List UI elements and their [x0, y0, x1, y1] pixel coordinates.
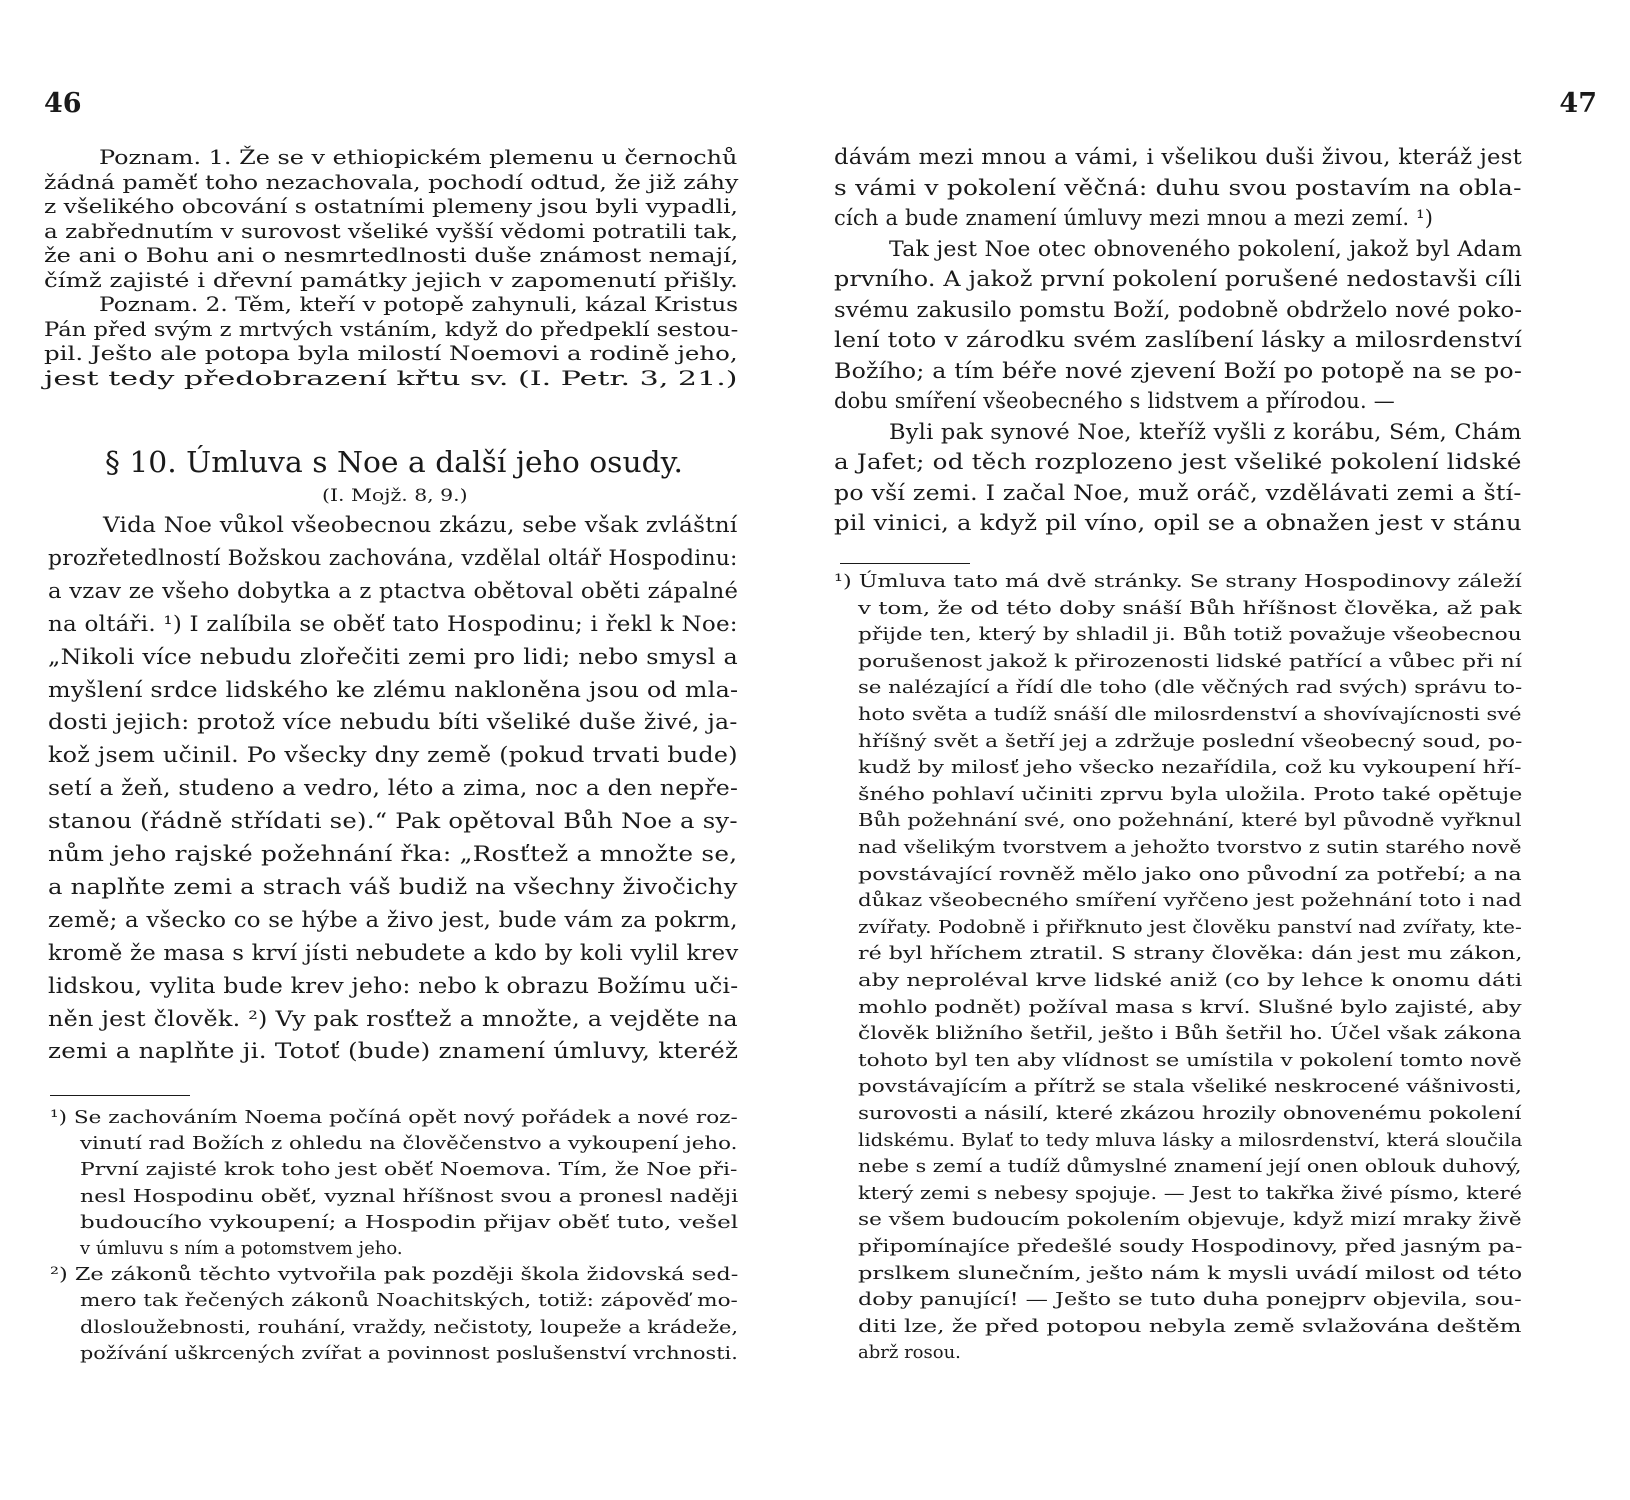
- footnote-line: aby neproléval krve lidské aniž (co by lehce k onomu dáti: [858, 970, 1523, 991]
- text-line: a vzav ze všeho dobytka a z ptactva obětoval oběti zápalné: [48, 578, 739, 603]
- page-number: 47: [1559, 88, 1597, 119]
- remark-line: Pán před svým z mrtvých vstáním, když do předpeklí sestou-: [44, 317, 739, 341]
- text-line: po vší zemi. I začal Noe, muž oráč, vzdělávati zemi a ští-: [834, 480, 1522, 505]
- remark-line: Poznam. 2. Těm, kteří v potopě zahynuli, kázal Kristus: [99, 293, 739, 316]
- footnote-line: ¹) Se zachováním Noema počíná opět nový pořádek a nové roz-: [50, 1107, 738, 1128]
- footnote-line: První zajisté krok toho jest oběť Noemova. Tím, že Noe při-: [80, 1159, 738, 1181]
- footnote-line: se nalézající a řídí dle toho (dle věčných rad svých) správu to-: [858, 677, 1523, 699]
- text-line: svému zakusilo pomstu Boží, podobně obdrželo nové poko-: [834, 297, 1523, 322]
- footnote-line: hoto světa a tudíž snáší dle milosrdenství a shovívajícnosti své: [858, 704, 1522, 725]
- footnote-line: požívání uškrcených zvířat a povinnost poslušenství vrchnosti.: [80, 1342, 738, 1364]
- remark-line: Poznam. 1. Že se v ethiopickém plemenu u černochů: [99, 146, 738, 169]
- footnote-line: tohoto byl ten aby vlídnost se umístila v pokolení tomto nově: [858, 1049, 1522, 1071]
- footnote-line: vinutí rad Božích z ohledu na člověčenstvo a vykoupení jeho.: [80, 1133, 738, 1155]
- text-line: dosti jejich: protož více nebudu bíti všeliké duše živé, ja-: [48, 710, 738, 735]
- text-line: kromě že masa s krví jísti nebudete a kdo by koli vylil krev: [48, 940, 739, 965]
- remark-line: že ani o Bohu ani o nesmrtedlnosti duše známost nemají,: [44, 244, 739, 267]
- text-line: stanou (řádně střídati se).“ Pak opětoval Bůh Noe a sy-: [48, 809, 738, 834]
- footnote-line: surovosti a násilí, které zkázou hrozily obnovenému pokolení: [858, 1103, 1522, 1124]
- text-line: lidskou, vylita bude krev jeho: nebo k obrazu Božímu uči-: [48, 973, 739, 998]
- section-reference: (I. Mojž. 8, 9.): [322, 486, 468, 506]
- text-line: zemi a naplňte ji. Totoť (bude) znamení úmluvy, kteréž: [48, 1039, 739, 1064]
- text-line: a Jafet; od těch rozplozeno jest všeliké pokolení lidské: [834, 450, 1522, 474]
- text-line: prvního. A jakož první pokolení porušené nedostavši cíli: [834, 267, 1522, 291]
- footnote-line: povstávajícím a přítrž se stala všeliké neskrocené vášnivosti,: [858, 1076, 1522, 1098]
- footnote-line: ré byl hříchem ztratil. S strany člověka: dán jest mu zákon,: [858, 943, 1523, 965]
- text-line: nům jeho rajské požehnání řka: „Rosťtež a množte se,: [48, 842, 738, 866]
- remark-line: čímž zajisté i dřevní památky jejich v zapomenutí přišly.: [44, 268, 738, 292]
- footnote-line: ²) Ze zákonů těchto vytvořila pak později škola židovská sed-: [50, 1264, 739, 1286]
- footnote-line: v tom, že od této doby snáší Bůh hříšnost člověka, až pak: [858, 597, 1522, 619]
- footnote-line: diti lze, že před potopou nebyla země svlažována deštěm: [858, 1315, 1522, 1337]
- text-line: země; a všecko co se hýbe a živo jest, bude vám za pokrm,: [48, 907, 738, 932]
- footnote-line: lidskému. Bylať to tedy mluva lásky a milosrdenství, která sloučila: [858, 1129, 1523, 1151]
- remark-line: žádná paměť toho nezachovala, pochodí odtud, že již záhy: [44, 170, 739, 194]
- footnote-line: nad všelikým tvorstvem a jehožto tvorstvo z sutin starého nově: [858, 837, 1522, 858]
- text-line: něn jest člověk. ²) Vy pak rosťtež a množte, a vejděte na: [48, 1006, 738, 1031]
- footnote-line: nebe s zemí a tudíž důmyslné znamení její onen oblouk duhový,: [858, 1156, 1522, 1178]
- text-line: setí a žeň, studeno a vedro, léto a zima, noc a den nepře-: [48, 776, 739, 801]
- text-line: s vámi v pokolení věčná: duhu svou postavím na obla-: [834, 175, 1522, 200]
- text-line: lení toto v zárodku svém zaslíbení lásky a milosrdenství: [834, 328, 1522, 352]
- text-line: kož jsem učinil. Po všecky dny země (pokud trvati bude): [48, 743, 738, 768]
- text-line: Vida Noe vůkol všeobecnou zkázu, sebe však zvláštní: [103, 513, 738, 537]
- text-line: myšlení srdce lidského ke zlému nakloněna jsou od mla-: [48, 677, 739, 702]
- footnote-line: prslkem slunečním, ješto nám k mysli uvádí milost od této: [858, 1262, 1523, 1284]
- footnote-line: abrž rosou.: [858, 1342, 961, 1364]
- text-line: Byli pak synové Noe, kteříž vyšli z korábu, Sém, Chám: [889, 419, 1522, 444]
- text-line: cích a bude znamení úmluvy mezi mnou a mezi zemí. ¹): [834, 206, 1434, 230]
- section-heading: § 10. Úmluva s Noe a další jeho osudy.: [105, 445, 684, 479]
- footnote-line: Bůh požehnání své, ono požehnání, které byl původně vyřknul: [858, 810, 1522, 832]
- text-line: dávám mezi mnou a vámi, i všelikou duši živou, kteráž jest: [834, 145, 1522, 169]
- footnote-line: v úmluvu s ním a potomstvem jeho.: [80, 1238, 403, 1259]
- text-line: a naplňte zemi a strach váš budiž na všechny živočichy: [48, 874, 738, 899]
- footnote-line: který zemi s nebesy spojuje. — Jest to takřka živé písmo, které: [858, 1182, 1523, 1204]
- footnote-line: povstávající rovněž mělo jako ono původní za potřebí; a na: [858, 863, 1522, 885]
- footnote-line: doby panující! — Ješto se tuto duha ponejprv objevila, sou-: [858, 1289, 1522, 1311]
- footnote-line: připomínajíce předešlé soudy Hospodinovy, před jasným pa-: [858, 1236, 1523, 1257]
- footnote-line: dlosloužebnosti, rouhání, vraždy, nečistoty, loupeže a krádeže,: [80, 1316, 738, 1338]
- remark-line: pil. Ješto ale potopa byla milostí Noemovi a rodině jeho,: [44, 342, 738, 365]
- text-line: prozřetedlností Božskou zachována, vzdělal oltář Hospodinu:: [48, 545, 738, 570]
- right-page: [815, 0, 1630, 1500]
- remark-line: a zabřednutím v surovost všeliké vyšší vědomi potratili tak,: [44, 219, 739, 243]
- footnote-line: nesl Hospodinu oběť, vyznal hříšnost svou a pronesl naději: [80, 1185, 739, 1207]
- footnote-line: se všem budoucím pokolením objevuje, když mizí mraky živě: [858, 1209, 1522, 1231]
- footnote-line: porušenost jakož k přirozenosti lidské patřící a vůbec při ní: [858, 650, 1522, 672]
- footnote-line: ¹) Úmluva tato má dvě stránky. Se strany Hospodinovy záleží: [834, 571, 1522, 592]
- footnote-line: mero tak řečených zákonů Noachitských, totiž: zápověď mo-: [80, 1290, 738, 1312]
- footnote-line: kudž by milosť jeho všecko nezařídila, což ku vykoupení hří-: [858, 757, 1522, 779]
- remark-line: jest tedy předobrazení křtu sv. (I. Petr. 3, 21.): [44, 366, 738, 390]
- remark-line: z všelikého obcování s ostatními plemeny jsou byli vypadli,: [44, 195, 738, 218]
- footnote-line: důkaz všeobecného smíření vyřčeno jest požehnání toto i nad: [858, 890, 1522, 912]
- footnote-rule: [50, 1095, 190, 1096]
- text-line: pil vinici, a když pil víno, opil se a obnažen jest v stánu: [834, 511, 1522, 535]
- footnote-rule: [840, 563, 970, 564]
- text-line: dobu smíření všeobecného s lidstvem a přírodou. —: [834, 389, 1395, 413]
- footnote-line: člověk bližního šetřil, ješto i Bůh šetřil ho. Účel však zákona: [858, 1023, 1522, 1045]
- footnote-line: mohlo podnět) požíval masa s krví. Slušné bylo zajisté, aby: [858, 996, 1522, 1018]
- footnote-line: přijde ten, který by shladil ji. Bůh totiž považuje všeobecnou: [858, 624, 1522, 646]
- footnote-line: budoucího vykoupení; a Hospodin přijav oběť tuto, vešel: [80, 1211, 739, 1233]
- footnote-line: šného pohlaví učiniti zprvu byla uložila. Proto také opětuje: [858, 783, 1523, 805]
- text-line: na oltáři. ¹) I zalíbila se oběť tato Hospodinu; i řekl k Noe:: [48, 611, 738, 636]
- text-line: Božího; a tím béře nové zjevení Boží po potopě na se po-: [834, 358, 1523, 383]
- page-number: 46: [44, 88, 82, 119]
- text-line: „Nikoli více nebudu zlořečiti zemi pro lidi; nebo smysl a: [48, 644, 738, 669]
- text-line: Tak jest Noe otec obnoveného pokolení, jakož byl Adam: [889, 236, 1523, 261]
- footnote-line: hříšný svět a šetří jej a zdržuje poslední všeobecný soud, po-: [858, 730, 1523, 752]
- footnote-line: zvířaty. Podobně i přiřknuto jest člověku panství nad zvířaty, kte-: [858, 916, 1522, 938]
